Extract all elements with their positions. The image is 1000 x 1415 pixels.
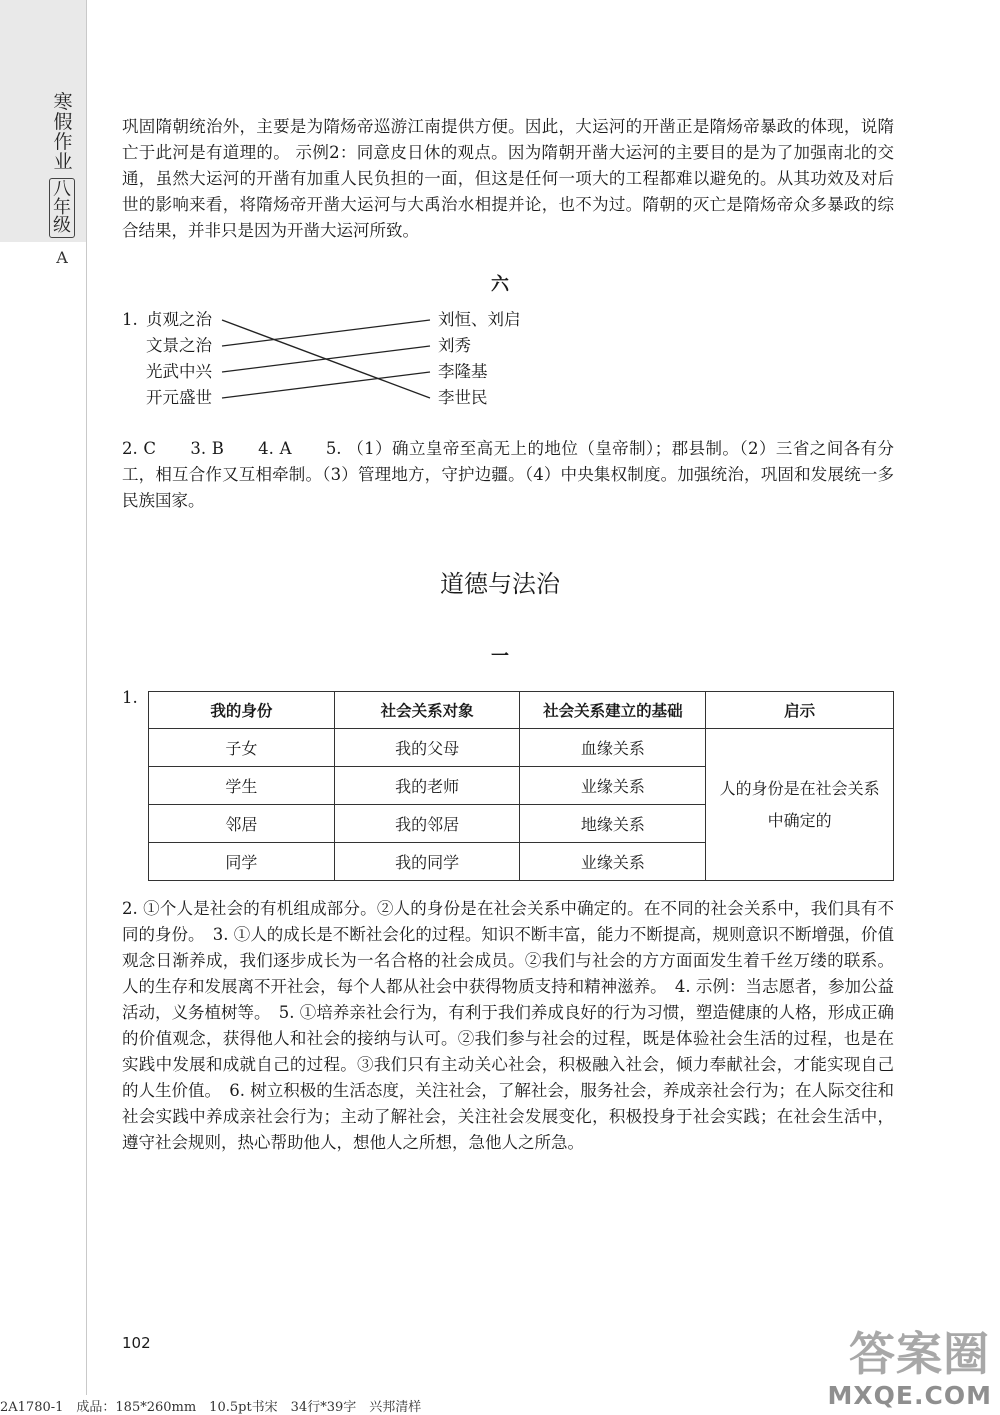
cell-object: 我的邻居 [334,805,520,843]
table-row [149,729,894,767]
match-connection-line [222,372,430,398]
cell-basis: 业缘关系 [520,767,706,805]
ethics-answer-paragraph: 2. ①个人是社会的有机组成部分。②人的身份是在社会关系中确定的。在不同的社会关系中，我们具有不同的身份。 3. ①人的成长是不断社会化的过程。知识不断丰富，能力不断提高，规则意识不断增强，价值观念日渐养成，我们逐步成长为一名合格的社会成员。②我们与社会的方方面面发生着千丝万缕的联系。人的生存和发展离不开社会，每个人都从社会中获得物质支持和精神滋养。 4. 示例：当志愿者，参加公益活动，义务植树等。 5. ①培养亲社会行为，有利于我们养成良好的行为习惯，塑造健康的人格，形成正确的价值观念，获得他人和社会的接纳与认可。②我们参与社会的过程，既是体验社会生活的过程，也是在实践中发展和成就自己的过程。③我们只有主动关心社会，积极融入社会，倾力奉献社会，才能实现自己的人生价值。 6. 树立积极的生活态度，关注社会，了解社会，服务社会，养成亲社会行为；在人际交往和社会实践中养成亲社会行为；主动了解社会，关注社会发展变化，积极投身于社会实践；在社会生活中，遵守社会规则，热心帮助他人，想他人之所想，急他人之所急。 [122,899,894,1152]
cell-identity: 子女 [149,729,335,767]
match-connection-line [222,320,430,346]
table-question-number: 1. [122,688,138,707]
match-right-item: 刘秀 [438,336,471,355]
cell-basis: 业缘关系 [520,843,706,881]
match-left-item: 贞观之治 [146,310,212,329]
cell-identity: 邻居 [149,805,335,843]
match-left-item: 开元盛世 [146,388,212,407]
cell-identity: 学生 [149,767,335,805]
print-footer: 2A1780-1 成品：185*260mm 10.5pt书宋 34行*39字 兴邦清样 [0,1400,422,1415]
cell-object: 我的同学 [334,843,520,881]
section-heading-six: 六 [491,274,509,295]
subject-title: 道德与法治 [440,570,560,598]
book-title: 寒 假 作 业 [53,91,73,173]
edition-letter: A [56,248,68,267]
cell-object: 我的老师 [334,767,520,805]
match-right-item: 李世民 [438,388,488,407]
header-insight: 启示 [706,692,894,729]
watermark-url: MXQE.COM [827,1381,992,1410]
cell-basis: 血缘关系 [520,729,706,767]
header-object: 社会关系对象 [334,692,520,729]
match-right-item: 李隆基 [438,362,488,381]
cell-object: 我的父母 [334,729,520,767]
match-right-item: 刘恒、刘启 [438,310,521,329]
social-relations-table [148,691,894,881]
table-header-row [149,692,894,729]
history-answer-paragraph: 巩固隋朝统治外，主要是为隋炀帝巡游江南提供方便。因此，大运河的开凿正是隋炀帝暴政的体现，说隋亡于此河是有道理的。 示例2：同意皮日休的观点。因为隋朝开凿大运河的主要目的是为了加强南北的交通，虽然大运河的开凿有加重人民负担的一面，但这是任何一项大的工程都难以避免的。从其功效及对后世的影响来看，将隋炀帝开凿大运河与大禹治水相提并论，也不为过。隋朝的灭亡是隋炀帝众多暴政的综合结果，并非只是因为开凿大运河所致。 [122,117,894,240]
cell-basis: 地缘关系 [520,805,706,843]
cell-identity: 同学 [149,843,335,881]
match-left-item: 光武中兴 [146,362,212,381]
watermark [814,1316,1000,1414]
header-identity: 我的身份 [149,692,335,729]
cell-insight: 人的身份是在社会关系中确定的 [706,729,894,881]
header-basis: 社会关系建立的基础 [520,692,706,729]
watermark-logo-text: 答案圈 [849,1327,990,1381]
section-heading-one: 一 [491,646,509,667]
section-six-answers: 2. C 3. B 4. A 5. （1）确立皇帝至高无上的地位（皇帝制）；郡县制。（2）三省之间各有分工，相互合作又互相牵制。（3）管理地方，守护边疆。（4）中央集权制度。加强统治，巩固和发展统一多民族国家。 [122,439,894,510]
match-left-item: 文景之治 [146,336,212,355]
page-number: 102 [122,1334,151,1352]
matching-question-number: 1. [122,310,138,329]
match-connection-line [222,346,430,372]
grade-label: 八 年 级 [49,178,75,238]
